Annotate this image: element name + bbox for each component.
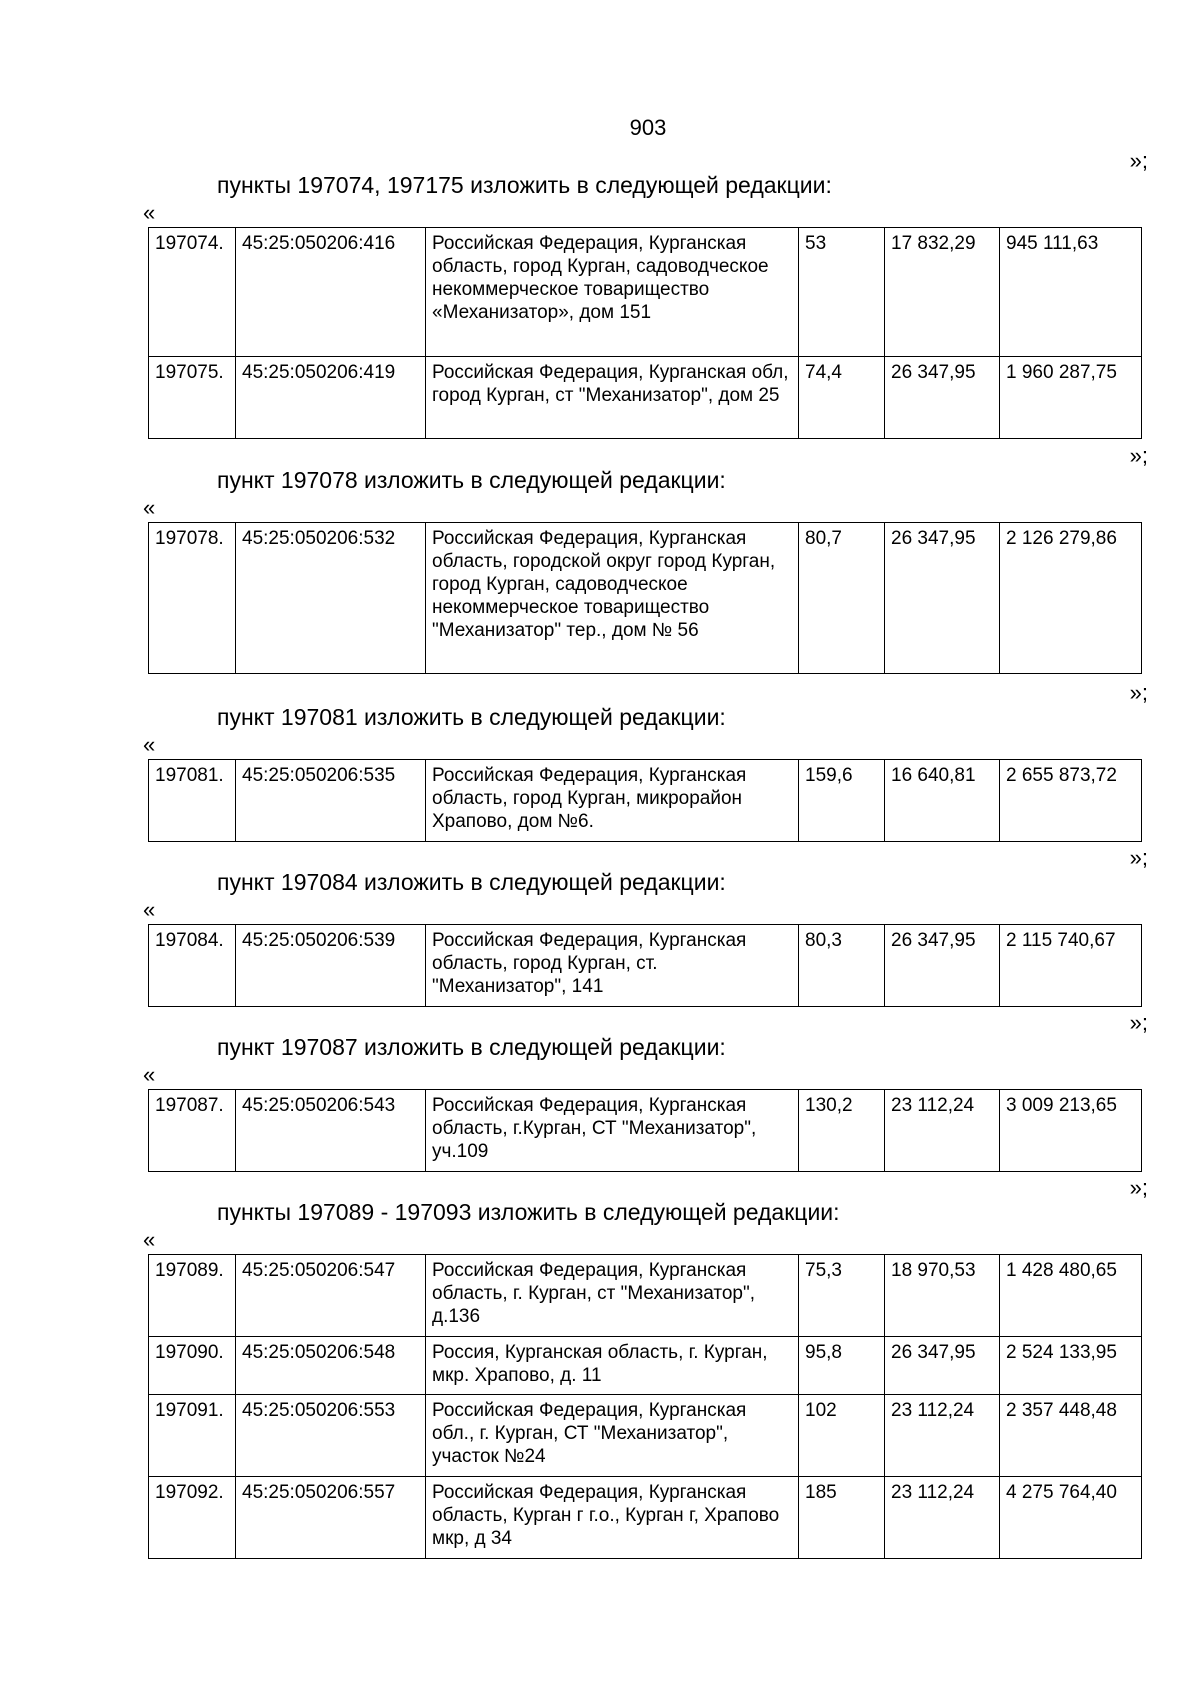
address: Российская Федерация, Курганская область, г. Курган, ст "Механизатор", д.136 [426, 1255, 799, 1337]
cadastral-number: 45:25:050206:557 [236, 1477, 426, 1559]
rate: 26 347,95 [885, 1337, 1000, 1395]
section-heading: пункт 197087 изложить в следующей редакции: [217, 1034, 726, 1060]
table-row [149, 1255, 1142, 1337]
row-number: 197081. [149, 760, 236, 842]
cadastral-number: 45:25:050206:539 [236, 925, 426, 1007]
property-table [148, 1089, 1142, 1172]
table-row [149, 228, 1142, 357]
area: 80,3 [799, 925, 885, 1007]
address: Российская Федерация, Курганская область, город Курган, микрорайон Храпово, дом №6. [426, 760, 799, 842]
property-table [148, 924, 1142, 1007]
table-row [149, 1477, 1142, 1559]
closing-mark: »; [1129, 1010, 1148, 1035]
area: 75,3 [799, 1255, 885, 1337]
closing-mark: »; [1129, 148, 1148, 173]
rate: 18 970,53 [885, 1255, 1000, 1337]
row-number: 197087. [149, 1090, 236, 1172]
table-row [149, 1090, 1142, 1172]
property-table [148, 227, 1142, 439]
value: 4 275 764,40 [1000, 1477, 1142, 1559]
address: Российская Федерация, Курганская обл., г. Курган, СТ "Механизатор", участок №24 [426, 1395, 799, 1477]
cadastral-number: 45:25:050206:548 [236, 1337, 426, 1395]
value: 2 655 873,72 [1000, 760, 1142, 842]
value: 1 960 287,75 [1000, 357, 1142, 439]
rate: 17 832,29 [885, 228, 1000, 357]
cadastral-number: 45:25:050206:553 [236, 1395, 426, 1477]
area: 130,2 [799, 1090, 885, 1172]
value: 2 115 740,67 [1000, 925, 1142, 1007]
area: 80,7 [799, 523, 885, 674]
cadastral-number: 45:25:050206:419 [236, 357, 426, 439]
value: 1 428 480,65 [1000, 1255, 1142, 1337]
value: 3 009 213,65 [1000, 1090, 1142, 1172]
value: 945 111,63 [1000, 228, 1142, 357]
property-table [148, 759, 1142, 842]
area: 185 [799, 1477, 885, 1559]
area: 102 [799, 1395, 885, 1477]
address: Российская Федерация, Курганская область, г.Курган, СТ "Механизатор", уч.109 [426, 1090, 799, 1172]
opening-mark: « [143, 732, 156, 757]
row-number: 197090. [149, 1337, 236, 1395]
address: Российская Федерация, Курганская область, город Курган, ст. "Механизатор", 141 [426, 925, 799, 1007]
area: 74,4 [799, 357, 885, 439]
closing-mark: »; [1129, 443, 1148, 468]
closing-mark: »; [1129, 1175, 1148, 1200]
area: 95,8 [799, 1337, 885, 1395]
rate: 23 112,24 [885, 1090, 1000, 1172]
address: Россия, Курганская область, г. Курган, мкр. Храпово, д. 11 [426, 1337, 799, 1395]
area: 159,6 [799, 760, 885, 842]
address: Российская Федерация, Курганская область, город Курган, садоводческое некоммерческое товарищество «Механизатор», дом 151 [426, 228, 799, 357]
opening-mark: « [143, 1227, 156, 1252]
cadastral-number: 45:25:050206:532 [236, 523, 426, 674]
closing-mark: »; [1129, 845, 1148, 870]
address: Российская Федерация, Курганская обл, город Курган, ст "Механизатор", дом 25 [426, 357, 799, 439]
closing-mark: »; [1129, 680, 1148, 705]
value: 2 126 279,86 [1000, 523, 1142, 674]
row-number: 197074. [149, 228, 236, 357]
rate: 23 112,24 [885, 1395, 1000, 1477]
row-number: 197075. [149, 357, 236, 439]
row-number: 197078. [149, 523, 236, 674]
cadastral-number: 45:25:050206:416 [236, 228, 426, 357]
address: Российская Федерация, Курганская область, Курган г г.о., Курган г, Храпово мкр, д 34 [426, 1477, 799, 1559]
table-row [149, 760, 1142, 842]
cadastral-number: 45:25:050206:535 [236, 760, 426, 842]
rate: 16 640,81 [885, 760, 1000, 842]
cadastral-number: 45:25:050206:547 [236, 1255, 426, 1337]
section-heading: пункты 197089 - 197093 изложить в следующей редакции: [217, 1199, 840, 1225]
section-heading: пункт 197084 изложить в следующей редакции: [217, 869, 726, 895]
row-number: 197092. [149, 1477, 236, 1559]
rate: 26 347,95 [885, 523, 1000, 674]
opening-mark: « [143, 897, 156, 922]
table-row [149, 1395, 1142, 1477]
section-heading: пункты 197074, 197175 изложить в следующей редакции: [217, 172, 832, 198]
area: 53 [799, 228, 885, 357]
value: 2 524 133,95 [1000, 1337, 1142, 1395]
property-table [148, 1254, 1142, 1559]
table-row [149, 1337, 1142, 1395]
opening-mark: « [143, 200, 156, 225]
opening-mark: « [143, 1062, 156, 1087]
row-number: 197089. [149, 1255, 236, 1337]
table-row [149, 925, 1142, 1007]
rate: 26 347,95 [885, 357, 1000, 439]
section-heading: пункт 197078 изложить в следующей редакции: [217, 467, 726, 493]
value: 2 357 448,48 [1000, 1395, 1142, 1477]
rate: 26 347,95 [885, 925, 1000, 1007]
section-heading: пункт 197081 изложить в следующей редакции: [217, 704, 726, 730]
table-row [149, 357, 1142, 439]
address: Российская Федерация, Курганская область, городской округ город Курган, город Курган, садоводческое некоммерческое товарищество "Механизатор" тер., дом № 56 [426, 523, 799, 674]
table-row [149, 523, 1142, 674]
row-number: 197084. [149, 925, 236, 1007]
row-number: 197091. [149, 1395, 236, 1477]
opening-mark: « [143, 495, 156, 520]
property-table [148, 522, 1142, 674]
cadastral-number: 45:25:050206:543 [236, 1090, 426, 1172]
rate: 23 112,24 [885, 1477, 1000, 1559]
page-number: 903 [629, 115, 667, 140]
